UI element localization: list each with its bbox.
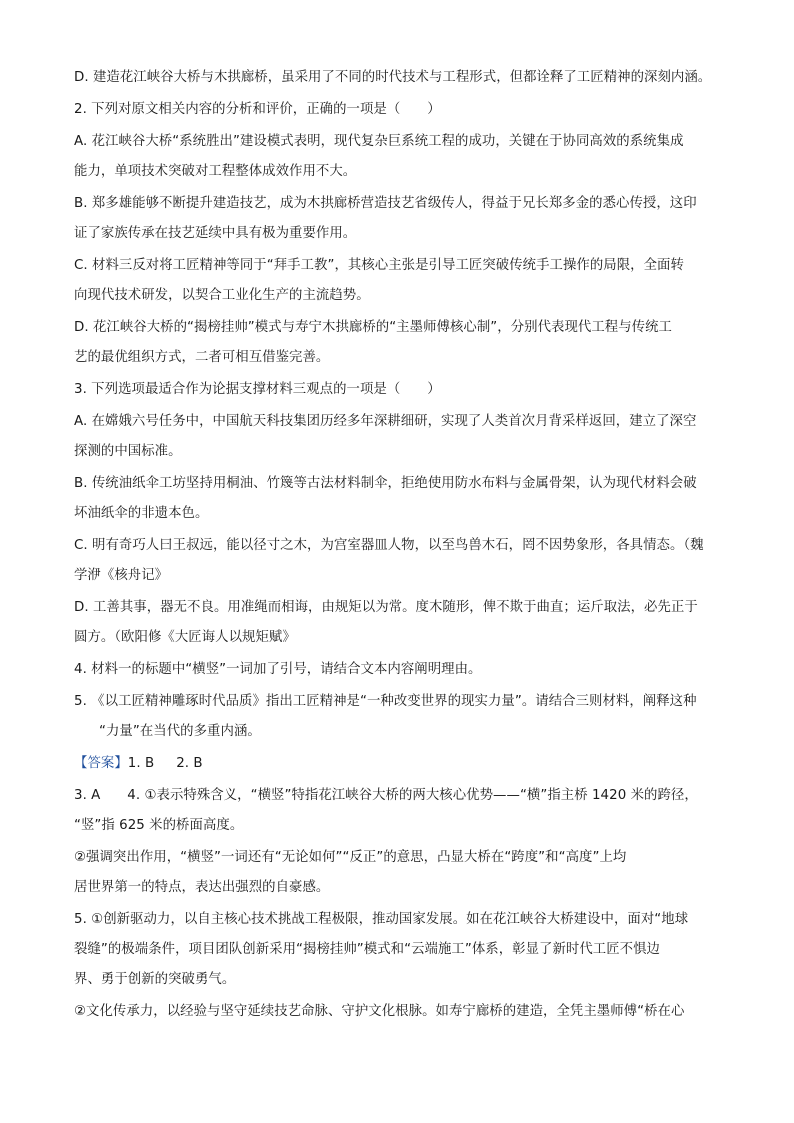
answer-1: 1. B [127, 756, 155, 771]
explanation-line-7: 界、勇于创新的突破勇气。 [74, 972, 236, 987]
explanation-line-4: 居世界第一的特点，表达出强烈的自豪感。 [74, 880, 330, 895]
question-3-option-a-line-2: 探测的中国标准。 [74, 444, 182, 459]
question-2-option-c-line-1: C. 材料三反对将工匠精神等同于“拜手工教”，其核心主张是引导工匠突破传统手工操作的局限，全面转 [74, 258, 684, 273]
question-3-option-c-line-1: C. 明有奇巧人曰王叔远，能以径寸之木，为宫室器皿人物，以至鸟兽木石，罔不因势象形，各具情态。（魏 [74, 538, 704, 553]
explanation-line-2: “竖”指 625 米的桥面高度。 [74, 818, 244, 833]
question-2-option-d-line-2: 艺的最优组织方式，二者可相互借鉴完善。 [74, 350, 330, 365]
question-4-stem: 4. 材料一的标题中“横竖”一词加了引号，请结合文本内容阐明理由。 [74, 662, 482, 677]
question-2-stem: 2. 下列对原文相关内容的分析和评价，正确的一项是（ ） [74, 102, 441, 117]
explanation-line-3: ②强调突出作用，“横竖”一词还有“无论如何”“反正”的意思，凸显大桥在“跨度”和“高度”上均 [74, 850, 627, 865]
question-5-stem-line-1: 5. 《以工匠精神雕琢时代品质》指出工匠精神是“一种改变世界的现实力量”。请结合三则材料，阐释这种 [74, 694, 697, 709]
explanation-line-8: ②文化传承力，以经验与坚守延续技艺命脉、守护文化根脉。如寿宁廊桥的建造，全凭主墨师傅“桥在心 [74, 1004, 685, 1019]
question-5-stem-line-2: “力量”在当代的多重内涵。 [99, 724, 261, 739]
question-3-option-b-line-1: B. 传统油纸伞工坊坚持用桐油、竹篾等古法材料制伞，拒绝使用防水布料与金属骨架，认为现代材料会破 [74, 476, 697, 491]
answer-line [74, 755, 203, 773]
question-3-option-a-line-1: A. 在嫦娥六号任务中，中国航天科技集团历经多年深耕细研，实现了人类首次月背采样返回，建立了深空 [74, 414, 697, 429]
question-3-option-d-line-2: 圆方。（欧阳修《大匠诲人以规矩赋》 [74, 630, 296, 645]
explanation-line-5: 5. ①创新驱动力，以自主核心技术挑战工程极限，推动国家发展。如在花江峡谷大桥建设中，面对“地球 [74, 912, 689, 927]
question-2-option-c-line-2: 向现代技术研发，以契合工业化生产的主流趋势。 [74, 288, 370, 303]
question-2-option-a-line-2: 能力，单项技术突破对工程整体成效作用不大。 [74, 164, 357, 179]
explanation-line-6: 裂缝”的极端条件，项目团队创新采用“揭榜挂帅”模式和“云端施工”体系，彰显了新时代工匠不惧边 [74, 942, 660, 957]
option-1-d-line: D. 建造花江峡谷大桥与木拱廊桥，虽采用了不同的时代技术与工程形式，但都诠释了工匠精神的深刻内涵。 [74, 70, 712, 85]
question-3-option-b-line-2: 坏油纸伞的非遗本色。 [74, 506, 209, 521]
question-3-option-d-line-1: D. 工善其事，器无不良。用准绳而相诲，由规矩以为常。度木随形，俾不欺于曲直；运斤取法，必先正于 [74, 600, 698, 615]
question-3-stem: 3. 下列选项最适合作为论据支撑材料三观点的一项是（ ） [74, 382, 441, 397]
answer-tag: 【答案】 [74, 756, 128, 771]
question-2-option-b-line-1: B. 郑多雄能够不断提升建造技艺，成为木拱廊桥营造技艺省级传人，得益于兄长郑多金的悉心传授，这印 [74, 196, 697, 211]
explanation-line-1: 3. A 4. ①表示特殊含义，“横竖”特指花江峡谷大桥的两大核心优势——“横”指主桥 1420 米的跨径， [74, 788, 698, 803]
question-2-option-a-line-1: A. 花江峡谷大桥“系统胜出”建设模式表明，现代复杂巨系统工程的成功，关键在于协同高效的系统集成 [74, 134, 684, 149]
question-2-option-b-line-2: 证了家族传承在技艺延续中具有极为重要作用。 [74, 226, 357, 241]
question-2-option-d-line-1: D. 花江峡谷大桥的“揭榜挂帅”模式与寿宁木拱廊桥的“主墨师傅核心制”，分别代表现代工程与传统工 [74, 320, 672, 335]
answer-2: 2. B [176, 756, 203, 771]
question-3-option-c-line-2: 学洢《核舟记》 [74, 568, 169, 583]
